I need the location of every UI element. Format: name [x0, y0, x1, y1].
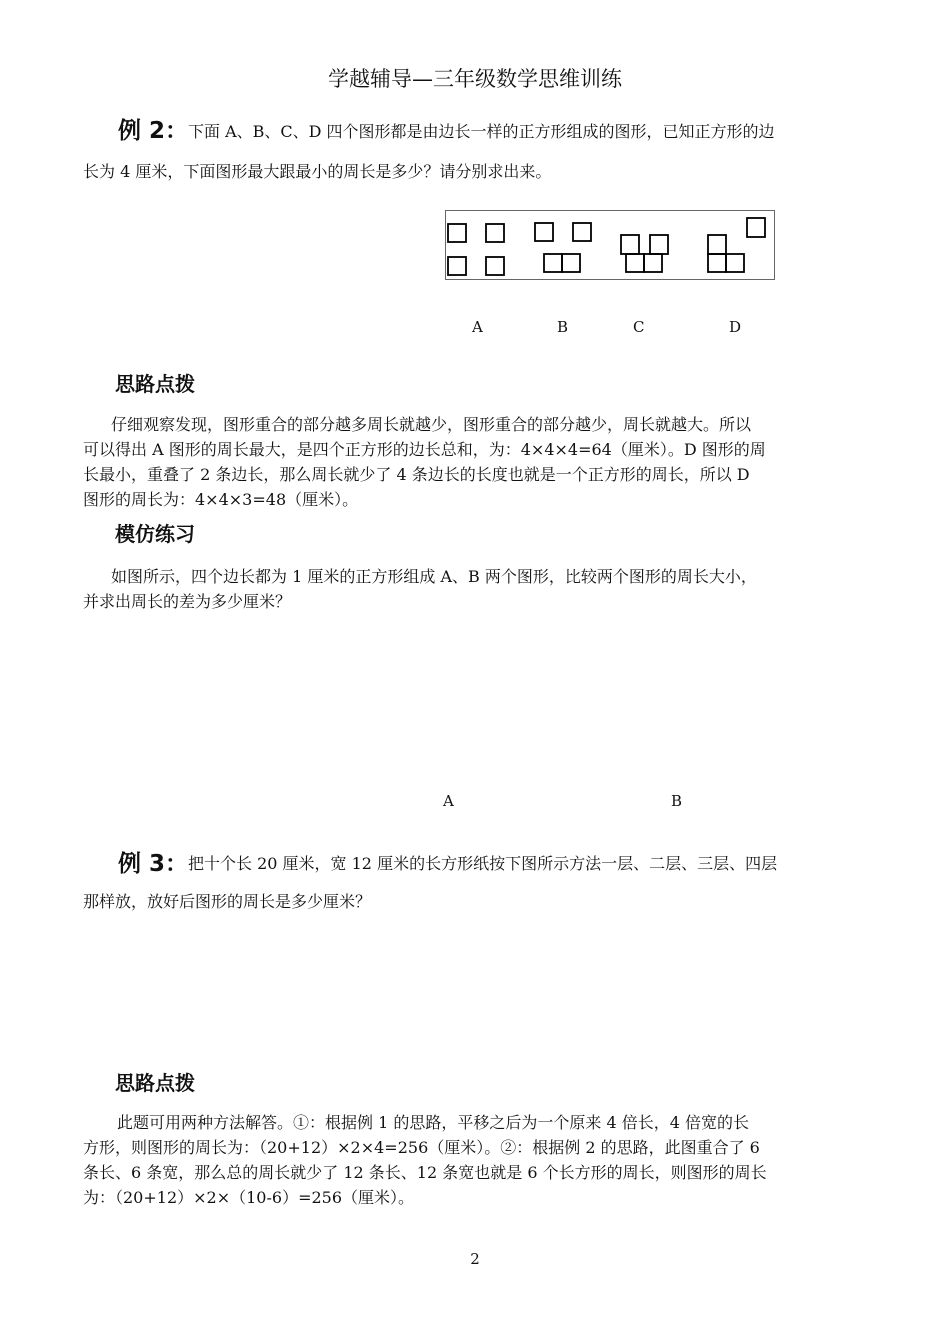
figure-label-c: C	[633, 318, 645, 336]
practice-label-b: B	[671, 792, 683, 810]
hint-1-line-1: 仔细观察发现，图形重合的部分越多周长就越少，图形重合的部分越少，周长就越大。所以	[111, 415, 752, 434]
example-2-line-2: 长为 4 厘米，下面图形最大跟最小的周长是多少？请分别求出来。	[83, 162, 552, 181]
figure-d-square-2	[708, 254, 726, 272]
hint-1-line-4: 图形的周长为：4×4×3=48（厘米）。	[83, 490, 359, 509]
hint-2-heading: 思路点拨	[115, 1071, 195, 1095]
figure-d-square-1	[708, 235, 726, 254]
hint-2-line-1: 此题可用两种方法解答。①：根据例 1 的思路，平移之后为一个原来 4 倍长，4 倍宽的长	[117, 1113, 749, 1132]
figure-b-square-3	[544, 254, 562, 272]
hint-2-line-2: 方形，则图形的周长为：（20+12）×2×4=256（厘米）。②：根据例 2 的思路，此图重合了 6	[83, 1138, 760, 1157]
figure-c-square-2	[650, 235, 668, 254]
figure-a-square-1	[448, 224, 466, 242]
figure-label-b: B	[557, 318, 569, 336]
figure-label-d: D	[729, 318, 742, 336]
figure-a-square-3	[448, 257, 466, 275]
hint-2-line-4: 为：（20+12）×2×（10-6）=256（厘米）。	[83, 1188, 415, 1207]
practice-line-1: 如图所示，四个边长都为 1 厘米的正方形组成 A、B 两个图形，比较两个图形的周长大小，	[111, 567, 757, 586]
page-title: 学越辅导—三年级数学思维训练	[328, 67, 622, 91]
example-3-line-1: 把十个长 20 厘米，宽 12 厘米的长方形纸按下图所示方法一层、二层、三层、四层	[188, 854, 778, 873]
practice-line-2: 并求出周长的差为多少厘米？	[83, 592, 292, 611]
squares-figure	[445, 210, 776, 282]
figure-b-square-2	[573, 223, 591, 241]
practice-paragraph	[83, 564, 873, 614]
hint-1-line-2: 可以得出 A 图形的周长最大，是四个正方形的边长总和，为：4×4×4=64（厘米）。D 图形的周	[83, 440, 766, 459]
practice-label-a: A	[443, 792, 454, 810]
figure-c-square-4	[644, 254, 662, 272]
hint-2-paragraph	[83, 1110, 873, 1210]
figure-c-square-1	[621, 235, 639, 254]
page-number: 2	[470, 1250, 480, 1268]
figure-label-a: A	[472, 318, 483, 336]
figure-d-square-4	[747, 218, 765, 237]
figure-b-square-1	[535, 223, 553, 241]
example-2-line-1: 下面 A、B、C、D 四个图形都是由边长一样的正方形组成的图形，已知正方形的边	[188, 122, 775, 141]
hint-2-line-3: 条长、6 条宽，那么总的周长就少了 12 条长、12 条宽也就是 6 个长方形的周长，则图形的周长	[83, 1163, 767, 1182]
practice-heading: 模仿练习	[115, 522, 195, 546]
example-2-label: 例 2：	[118, 118, 189, 144]
hint-1-paragraph	[83, 412, 873, 512]
figure-b-square-4	[562, 254, 580, 272]
hint-1-line-3: 长最小，重叠了 2 条边长，那么周长就少了 4 条边长的长度也就是一个正方形的周长，所以 D	[83, 465, 750, 484]
figure-d-square-3	[726, 254, 744, 272]
hint-1-heading: 思路点拨	[115, 372, 195, 396]
example-3-line-2: 那样放，放好后图形的周长是多少厘米？	[83, 892, 372, 911]
example-3-label: 例 3：	[118, 851, 189, 877]
figure-c-square-3	[626, 254, 644, 272]
figure-a-square-2	[486, 224, 504, 242]
figure-a-square-4	[486, 257, 504, 275]
